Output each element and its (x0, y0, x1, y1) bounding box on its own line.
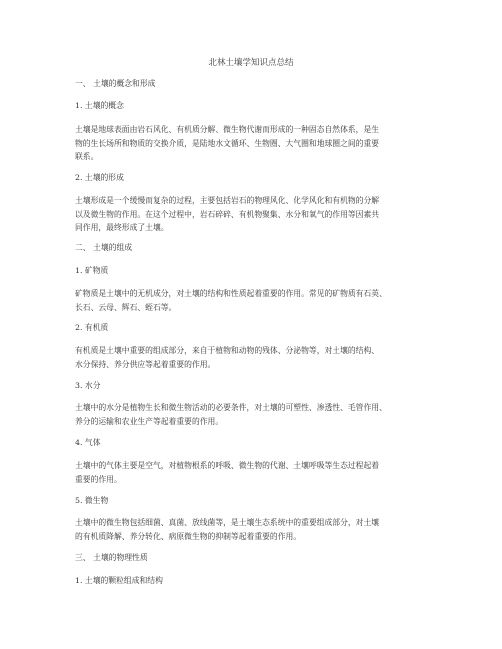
subheading-minerals (75, 264, 435, 278)
text-line: 土壤中的水分是植物生长和微生物活动的必要条件，对土壤的可塑性、渗透性、毛管作用、 (75, 403, 387, 412)
text-line: 水分保持、养分供应等起着重要的作用。 (75, 359, 216, 369)
paragraph-minerals (75, 287, 435, 314)
text-line: 5. 微生物 (75, 496, 109, 505)
text-line: 养分的运输和农业生产等起着重要的作用。 (75, 416, 224, 426)
section-heading-2 (75, 241, 435, 255)
text-line: 物的生长场所和物质的交换介质，是陆地水文循环、生物圈、大气圈和地球圈之间的重要 (75, 138, 380, 148)
text-line: 2. 有机质 (75, 323, 109, 332)
text-line: 有机质是土壤中重要的组成部分，来自于植物和动物的残体、分泌物等，对土壤的结构、 (75, 346, 380, 355)
text-line: 1. 土壤的颗粒组成和结构 (75, 576, 163, 585)
document-title: 北林土壤学知识点总结 (208, 58, 294, 68)
subheading-gas (75, 436, 435, 450)
text-line: 土壤中的气体主要是空气，对植物根系的呼吸、微生物的代谢、土壤呼吸等生态过程起着 (75, 461, 380, 470)
paragraph-soil-concept (75, 123, 435, 164)
text-line: 三、 土壤的物理性质 (75, 553, 148, 562)
paragraph-gas (75, 459, 435, 486)
subheading-soil-concept (75, 99, 435, 113)
section-heading-1 (75, 77, 435, 91)
text-line: 联系。 (75, 152, 99, 161)
text-line: 2. 土壤的形成 (75, 173, 124, 182)
paragraph-organic-matter (75, 344, 435, 371)
text-line: 重要的作用。 (75, 474, 122, 484)
paragraph-microorganisms (75, 516, 435, 543)
text-line: 长石、云母、辉石、蛭石等。 (75, 302, 177, 312)
text-line: 以及微生物的作用。在这个过程中，岩石碎碎、有机物聚集、水分和氧气的作用等因素共 (75, 209, 380, 219)
subheading-soil-formation (75, 171, 435, 185)
subheading-water (75, 379, 435, 393)
subheading-organic-matter (75, 321, 435, 335)
text-line: 1. 土壤的概念 (75, 101, 124, 110)
subheading-microorganisms (75, 494, 435, 508)
paragraph-soil-formation (75, 194, 435, 235)
text-line: 的有机质降解、养分转化、病原微生物的抑制等起着重要的作用。 (75, 531, 302, 541)
section-heading-3 (75, 551, 435, 565)
text-line: 土壤形成是一个缓慢而复杂的过程，主要包括岩石的物理风化、化学风化和有机物的分解 (75, 196, 380, 205)
text-line: 同作用，最终形成了土壤。 (75, 223, 169, 232)
text-line: 土壤是地球表面由岩石风化、有机质分解、微生物代谢而形成的一种固态自然体系，是生 (75, 125, 380, 134)
paragraph-water (75, 401, 435, 428)
text-line: 4. 气体 (75, 438, 101, 447)
text-line: 矿物质是土壤中的无机成分，对土壤的结构和性质起着重要的作用。常见的矿物质有石英、 (75, 289, 387, 298)
text-line: 1. 矿物质 (75, 266, 109, 275)
subheading-particle-composition (75, 574, 435, 588)
text-line: 3. 水分 (75, 381, 101, 390)
text-line: 土壤中的微生物包括细菌、真菌、放线菌等，是土壤生态系统中的重要组成部分，对土壤 (75, 518, 380, 527)
text-line: 二、 土壤的组成 (75, 243, 133, 252)
text-line: 一、 土壤的概念和形成 (75, 79, 156, 88)
